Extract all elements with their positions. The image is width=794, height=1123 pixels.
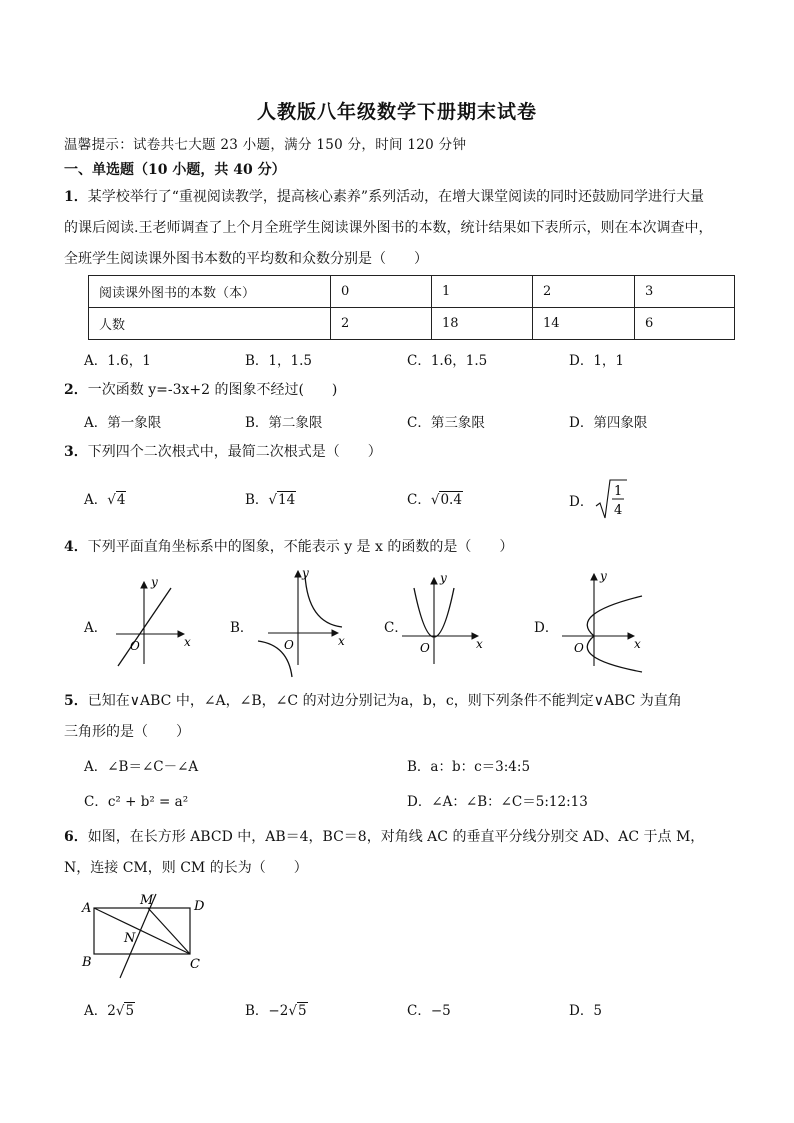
radicand: 5 xyxy=(297,1003,307,1019)
point-a-label: A xyxy=(82,901,92,916)
fraction-numerator: 1 xyxy=(614,484,623,499)
point-b-label: B xyxy=(82,955,92,970)
x-axis-label: x xyxy=(476,637,483,651)
origin-label: O xyxy=(284,638,294,652)
y-axis-label: y xyxy=(302,566,309,580)
radicand: 0.4 xyxy=(440,492,462,508)
q5-line1 xyxy=(64,691,682,711)
option-value: 2 xyxy=(107,1003,116,1019)
q3-option-a xyxy=(84,488,126,508)
q4-graph-a xyxy=(106,568,198,668)
q4-line xyxy=(64,537,513,557)
option-label: C． xyxy=(407,492,431,508)
q6-text1: 如图，在长方形 ABCD 中，AB＝4，BC＝8，对角线 AC 的垂直平分线分别交 AD、AC 于点 M， xyxy=(87,829,705,845)
table-cell: 3 xyxy=(635,276,735,308)
q1-line1 xyxy=(64,187,704,207)
radicand: 5 xyxy=(125,1003,135,1019)
q6-option-d xyxy=(569,999,602,1019)
page-title: 人教版八年级数学下册期末试卷 xyxy=(256,101,537,123)
option-label: D． xyxy=(569,1003,594,1019)
q2-option-a: A．第一象限 xyxy=(84,415,162,431)
q2-text: 一次函数 y=-3x+2 的图象不经过( ) xyxy=(87,382,338,398)
y-axis-label: y xyxy=(600,569,607,583)
table-cell: 2 xyxy=(533,276,635,308)
section-heading: 一、单选题（10 小题，共 40 分） xyxy=(64,162,286,178)
q4-text: 下列平面直角坐标系中的图象，不能表示 y 是 x 的函数的是（ ） xyxy=(87,539,514,555)
q3-option-c xyxy=(407,488,463,508)
table-cell: 14 xyxy=(533,308,635,340)
q5-option-a: A．∠B＝∠C－∠A xyxy=(84,759,199,775)
table-cell: 0 xyxy=(331,276,432,308)
q2-line xyxy=(64,380,337,400)
q6-option-c xyxy=(407,999,451,1019)
x-axis-label: x xyxy=(338,634,345,648)
q3-line xyxy=(64,442,382,462)
q6-option-a xyxy=(84,999,135,1019)
q2-option-c: C．第三象限 xyxy=(407,415,485,431)
table-row xyxy=(89,308,735,340)
q2-option-b: B．第二象限 xyxy=(245,415,323,431)
option-label: B． xyxy=(245,492,269,508)
q4-number: 4． xyxy=(64,539,88,555)
q4-graph-c xyxy=(400,568,492,668)
q4-option-d-label: D． xyxy=(534,620,559,636)
q1-number: 1． xyxy=(64,189,88,205)
q2-number: 2． xyxy=(64,382,88,398)
q5-text1: 已知在∨ABC 中，∠A，∠B，∠C 的对边分别记为a，b，c，则下列条件不能判定∨ABC 为直角 xyxy=(87,693,682,709)
q3-option-d: D． xyxy=(569,494,594,510)
q6-rectangle-figure xyxy=(78,888,214,980)
q4-graph-b xyxy=(250,565,350,680)
option-label: A． xyxy=(84,492,108,508)
sqrt-symbol: √ xyxy=(107,492,116,508)
table-cell: 2 xyxy=(331,308,432,340)
q5-line2: 三角形的是（ ） xyxy=(64,724,190,740)
q3-sqrt-fraction xyxy=(594,478,628,522)
table-row xyxy=(89,276,735,308)
option-value: −2 xyxy=(268,1003,289,1019)
q4-graph-d xyxy=(558,566,650,674)
q5-option-c: C．c² + b² = a² xyxy=(84,794,189,810)
q3-number: 3． xyxy=(64,444,88,460)
q1-option-c: C．1.6，1.5 xyxy=(407,353,488,369)
origin-label: O xyxy=(574,641,584,655)
q5-number: 5． xyxy=(64,693,88,709)
x-axis-label: x xyxy=(184,635,191,649)
q1-line3: 全班学生阅读课外图书本数的平均数和众数分别是（ ） xyxy=(64,251,428,267)
table-cell: 人数 xyxy=(89,308,331,340)
point-n-label: N xyxy=(124,931,136,946)
q4-option-a-label: A． xyxy=(84,620,108,636)
option-label: C． xyxy=(407,1003,431,1019)
option-label: B． xyxy=(245,1003,269,1019)
q6-number: 6． xyxy=(64,829,88,845)
q4-option-c-label: C． xyxy=(384,620,408,636)
radicand: 4 xyxy=(116,492,126,508)
option-value: 5 xyxy=(593,1003,602,1019)
q6-line1 xyxy=(64,827,704,847)
point-c-label: C xyxy=(190,957,200,972)
table-cell: 1 xyxy=(432,276,533,308)
origin-label: O xyxy=(130,639,140,653)
sqrt-symbol: √ xyxy=(430,492,440,508)
q2-option-d: D．第四象限 xyxy=(569,415,648,431)
q3-text: 下列四个二次根式中，最简二次根式是（ ） xyxy=(87,444,382,460)
q1-option-d: D．1，1 xyxy=(569,353,625,369)
q5-option-b: B．a：b：c＝3:4:5 xyxy=(407,759,531,775)
sqrt-symbol: √ xyxy=(288,1003,297,1019)
y-axis-label: y xyxy=(151,575,158,589)
q1-option-b: B．1，1.5 xyxy=(245,353,312,369)
q1-line2: 的课后阅读.王老师调查了上个月全班学生阅读课外图书的本数，统计结果如下表所示，则在本次调查中， xyxy=(64,220,713,236)
sqrt-symbol: √ xyxy=(115,1003,125,1019)
point-d-label: D xyxy=(194,899,205,914)
table-cell: 18 xyxy=(432,308,533,340)
q3-option-b xyxy=(245,488,296,508)
q6-option-b xyxy=(245,999,308,1019)
origin-label: O xyxy=(420,641,430,655)
exam-tip: 温馨提示：试卷共七大题 23 小题，满分 150 分，时间 120 分钟 xyxy=(64,137,467,153)
option-label: A． xyxy=(84,1003,108,1019)
q6-line2: N，连接 CM，则 CM 的长为（ ） xyxy=(64,860,308,876)
q1-frequency-table xyxy=(88,275,735,340)
table-cell: 阅读课外图书的本数（本） xyxy=(89,276,331,308)
point-m-label: M xyxy=(140,893,154,908)
q1-text1: 某学校举行了“重视阅读教学，提高核心素养”系列活动，在增大课堂阅读的同时还鼓励同学进行大量 xyxy=(87,189,705,205)
radicand: 14 xyxy=(278,492,296,508)
option-value: −5 xyxy=(430,1003,451,1019)
q5-option-d: D．∠A：∠B：∠C＝5:12:13 xyxy=(407,794,588,810)
x-axis-label: x xyxy=(634,637,641,651)
table-cell: 6 xyxy=(635,308,735,340)
q1-option-a: A．1.6，1 xyxy=(84,353,151,369)
fraction-denominator: 4 xyxy=(614,503,623,518)
sqrt-symbol: √ xyxy=(268,492,278,508)
q4-option-b-label: B． xyxy=(230,620,254,636)
y-axis-label: y xyxy=(440,571,447,585)
